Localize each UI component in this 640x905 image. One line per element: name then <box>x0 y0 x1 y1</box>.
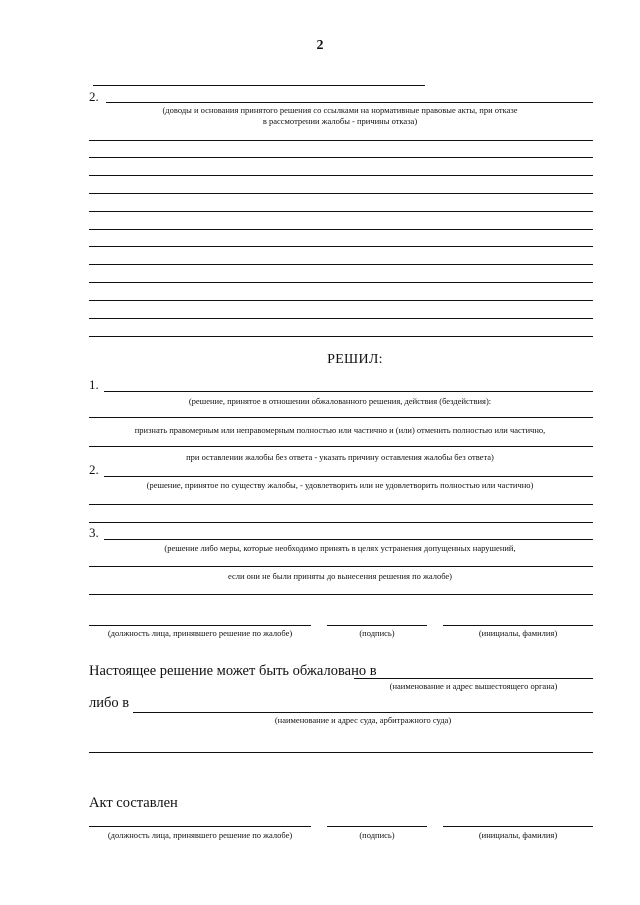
signature-position-line[interactable] <box>89 625 311 626</box>
fill-line[interactable] <box>89 264 593 265</box>
decision-item-1-fill-line[interactable] <box>104 391 593 392</box>
appeal-body-fill-line[interactable] <box>354 678 593 679</box>
fill-line[interactable] <box>89 752 593 753</box>
fill-line[interactable] <box>89 157 593 158</box>
fill-line[interactable] <box>89 300 593 301</box>
signature-sign-line[interactable] <box>327 625 427 626</box>
decision-item-3-hint2: если они не были приняты до вынесения решения по жалобе) <box>227 571 453 581</box>
page-number: 2 <box>316 38 324 53</box>
decision-item-1-hint2: признать правомерным или неправомерным полностью или частично и (или) отменить полностью или частично, <box>134 425 546 435</box>
signature-sign-label: (подпись) <box>359 628 395 638</box>
rule-line <box>93 85 425 86</box>
signature-position-line[interactable] <box>89 826 311 827</box>
decision-item-3-number: 3. <box>89 525 99 540</box>
section-2-fill-line[interactable] <box>106 102 593 103</box>
section-2-number: 2. <box>89 89 99 104</box>
fill-line[interactable] <box>89 282 593 283</box>
signature-name-line[interactable] <box>443 826 593 827</box>
decision-item-1-hint1: (решение, принятое в отношении обжалованного решения, действия (бездействия): <box>188 396 492 406</box>
decision-item-2-number: 2. <box>89 462 99 477</box>
appeal-or-text: либо в <box>89 695 130 711</box>
decision-heading: РЕШИЛ: <box>327 352 383 367</box>
appeal-text: Настоящее решение может быть обжаловано в <box>89 663 377 679</box>
fill-line[interactable] <box>89 140 593 141</box>
appeal-court-hint: (наименование и адрес суда, арбитражного суда) <box>274 715 452 725</box>
decision-item-2-hint: (решение, принятое по существу жалобы, - удовлетворить или не удовлетворить полностью или частично) <box>146 480 534 490</box>
fill-line[interactable] <box>89 318 593 319</box>
act-text: Акт составлен <box>89 795 178 811</box>
fill-line[interactable] <box>89 175 593 176</box>
appeal-court-fill-line[interactable] <box>133 712 593 713</box>
fill-line[interactable] <box>89 522 593 523</box>
fill-line[interactable] <box>89 504 593 505</box>
fill-line[interactable] <box>89 193 593 194</box>
signature-name-label: (инициалы, фамилия) <box>478 628 558 638</box>
signature-name-label: (инициалы, фамилия) <box>478 830 558 840</box>
fill-line[interactable] <box>89 594 593 595</box>
fill-line[interactable] <box>89 566 593 567</box>
section-2-hint-line1: (доводы и основания принятого решения со ссылками на нормативные правовые акты, при отказе <box>162 105 518 115</box>
signature-sign-line[interactable] <box>327 826 427 827</box>
fill-line[interactable] <box>89 417 593 418</box>
signature-position-label: (должность лица, принявшего решение по жалобе) <box>107 628 293 638</box>
signature-position-label: (должность лица, принявшего решение по жалобе) <box>107 830 293 840</box>
appeal-body-hint: (наименование и адрес вышестоящего органа) <box>389 681 558 691</box>
fill-line[interactable] <box>89 229 593 230</box>
fill-line[interactable] <box>89 336 593 337</box>
decision-item-2-fill-line[interactable] <box>104 476 593 477</box>
decision-item-3-fill-line[interactable] <box>104 539 593 540</box>
signature-name-line[interactable] <box>443 625 593 626</box>
fill-line[interactable] <box>89 446 593 447</box>
decision-item-1-number: 1. <box>89 377 99 392</box>
decision-item-1-hint3: при оставлении жалобы без ответа - указать причину оставления жалобы без ответа) <box>186 452 494 462</box>
decision-item-3-hint1: (решение либо меры, которые необходимо принять в целях устранения допущенных нарушений, <box>164 543 516 553</box>
fill-line[interactable] <box>89 211 593 212</box>
section-2-hint-line2: в рассмотрении жалобы - причины отказа) <box>262 116 418 126</box>
signature-sign-label: (подпись) <box>359 830 395 840</box>
fill-line[interactable] <box>89 246 593 247</box>
